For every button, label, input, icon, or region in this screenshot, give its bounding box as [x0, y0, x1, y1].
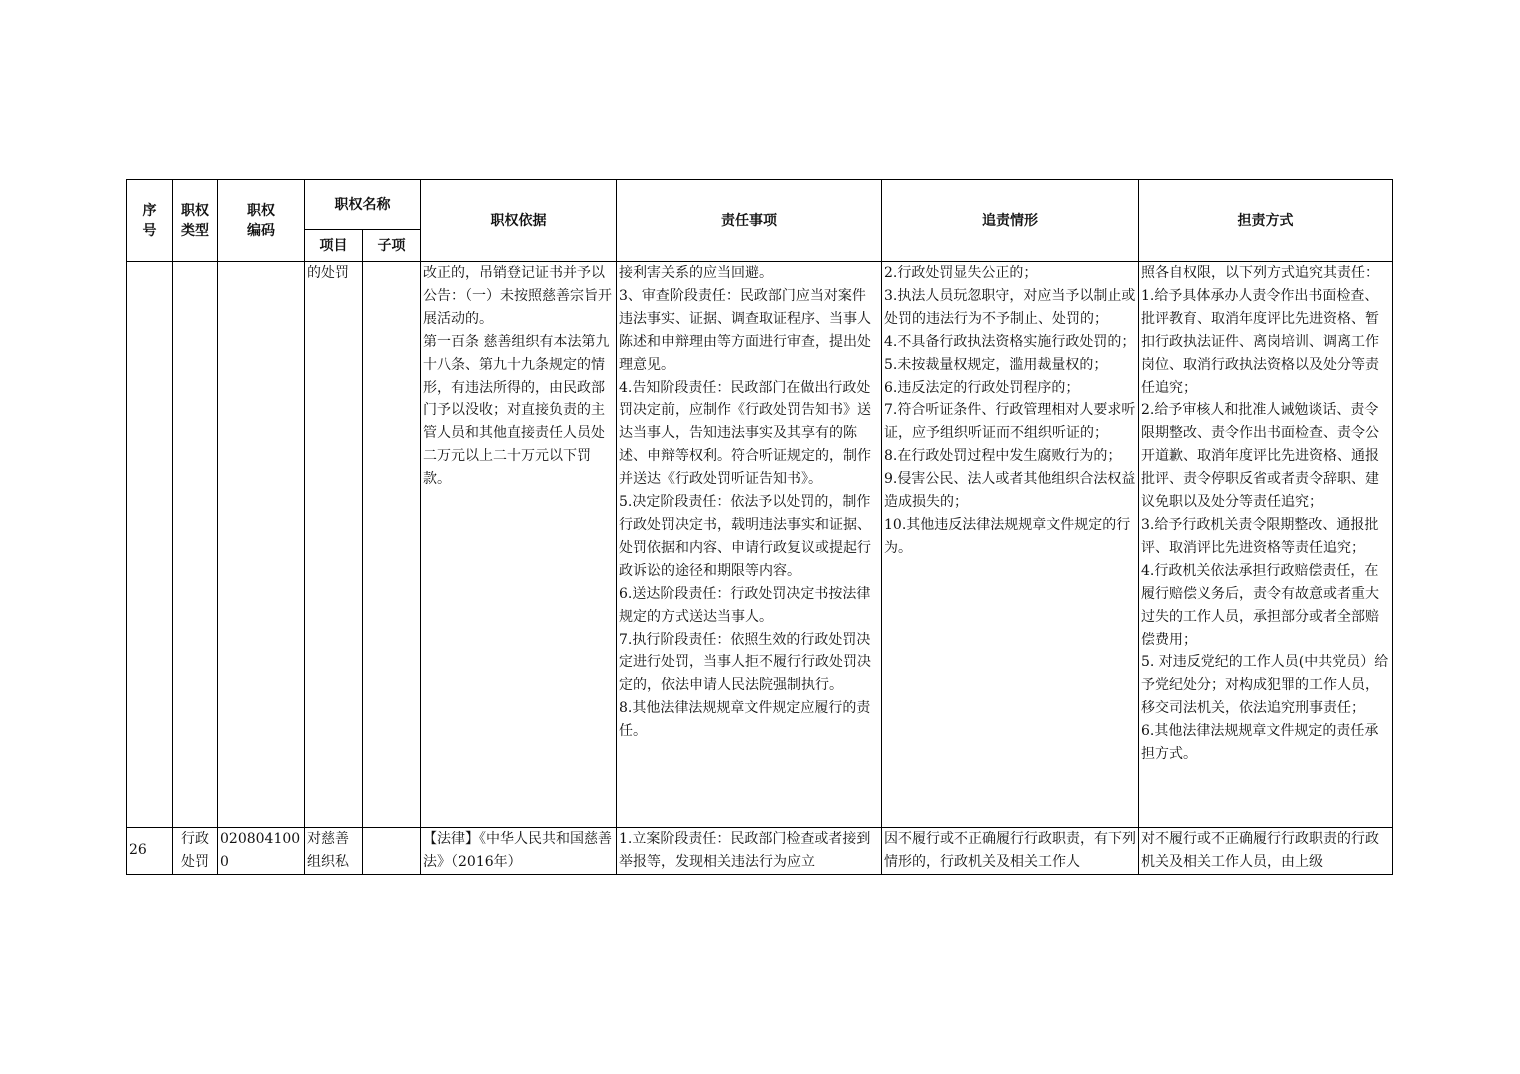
cell-code — [218, 262, 305, 828]
header-name-sub: 子项 — [363, 230, 421, 262]
cell-name-sub — [363, 262, 421, 828]
cell-method: 照各自权限，以下列方式追究其责任： 1.给予具体承办人责令作出书面检查、批评教育、取消年度评比先进资格、暂扣行政执法证件、离岗培训、调离工作岗位、取消行政执法资格以及处分等责任追究； 2.给予审核人和批准人诫勉谈话、责令限期整改、责令作出书面检查、责令公开道歉、取消年度评比先进资格、通报批评、责令停职反省或者责令辞职、建议免职以及处分等责任追究； 3.给予行政机关责令限期整改、通报批评、取消评比先进资格等责任追究； 4.行政机关依法承担行政赔偿责任，在履行赔偿义务后，责令有故意或者重大过失的工作人员，承担部分或者全部赔偿费用； 5. 对违反党纪的工作人员(中共党员）给予党纪处分；对构成犯罪的工作人员，移交司法机关，依法追究刑事责任； 6.其他法律法规规章文件规定的责任承担方式。 — [1139, 262, 1393, 828]
cell-code: 0208041000 — [218, 828, 305, 875]
header-basis: 职权依据 — [421, 180, 617, 262]
cell-basis: 改正的，吊销登记证书并予以公告：（一）未按照慈善宗旨开展活动的。 第一百条 慈善组织有本法第九十八条、第九十九条规定的情形，有违法所得的，由民政部门予以没收；对直接负责的主管人员和其他直接责任人员处二万元以上二十万元以下罚款。 — [421, 262, 617, 828]
table-row — [127, 262, 1393, 828]
header-duty: 责任事项 — [617, 180, 882, 262]
cell-type: 行政 处罚 — [173, 828, 218, 875]
header-method: 担责方式 — [1139, 180, 1393, 262]
header-name-group: 职权名称 — [305, 180, 421, 230]
cell-seq — [127, 262, 173, 828]
table-row — [127, 828, 1393, 875]
header-type: 职权 类型 — [173, 180, 218, 262]
cell-seq: 26 — [127, 828, 173, 875]
header-seq: 序 号 — [127, 180, 173, 262]
cell-type — [173, 262, 218, 828]
cell-duty: 1.立案阶段责任：民政部门检查或者接到举报等，发现相关违法行为应立 — [617, 828, 882, 875]
header-name-item: 项目 — [305, 230, 363, 262]
header-code: 职权 编码 — [218, 180, 305, 262]
cell-basis: 【法律】《中华人民共和国慈善法》（2016年） — [421, 828, 617, 875]
cell-name-sub — [363, 828, 421, 875]
cell-name-item: 的处罚 — [305, 262, 363, 828]
cell-accountability: 2.行政处罚显失公正的； 3.执法人员玩忽职守，对应当予以制止或处罚的违法行为不予制止、处罚的； 4.不具备行政执法资格实施行政处罚的； 5.未按裁量权规定，滥用裁量权的； 6.违反法定的行政处罚程序的； 7.符合听证条件、行政管理相对人要求听证，应予组织听证而不组织听证的； 8.在行政处罚过程中发生腐败行为的； 9.侵害公民、法人或者其他组织合法权益造成损失的； 10.其他违反法律法规规章文件规定的行为。 — [882, 262, 1139, 828]
cell-name-item: 对慈善 组织私 — [305, 828, 363, 875]
duty-list-table — [126, 179, 1393, 875]
header-accountability: 追责情形 — [882, 180, 1139, 262]
cell-accountability: 因不履行或不正确履行行政职责，有下列情形的，行政机关及相关工作人 — [882, 828, 1139, 875]
cell-duty: 接利害关系的应当回避。 3、审查阶段责任：民政部门应当对案件违法事实、证据、调查取证程序、当事人陈述和申辩理由等方面进行审查，提出处理意见。 4.告知阶段责任：民政部门在做出行政处罚决定前，应制作《行政处罚告知书》送达当事人，告知违法事实及其享有的陈述、申辩等权利。符合听证规定的，制作并送达《行政处罚听证告知书》。 5.决定阶段责任：依法予以处罚的，制作行政处罚决定书，载明违法事实和证据、处罚依据和内容、申请行政复议或提起行政诉讼的途径和期限等内容。 6.送达阶段责任：行政处罚决定书按法律规定的方式送达当事人。 7.执行阶段责任：依照生效的行政处罚决定进行处罚，当事人拒不履行行政处罚决定的，依法申请人民法院强制执行。 8.其他法律法规规章文件规定应履行的责任。 — [617, 262, 882, 828]
cell-method: 对不履行或不正确履行行政职责的行政机关及相关工作人员，由上级 — [1139, 828, 1393, 875]
